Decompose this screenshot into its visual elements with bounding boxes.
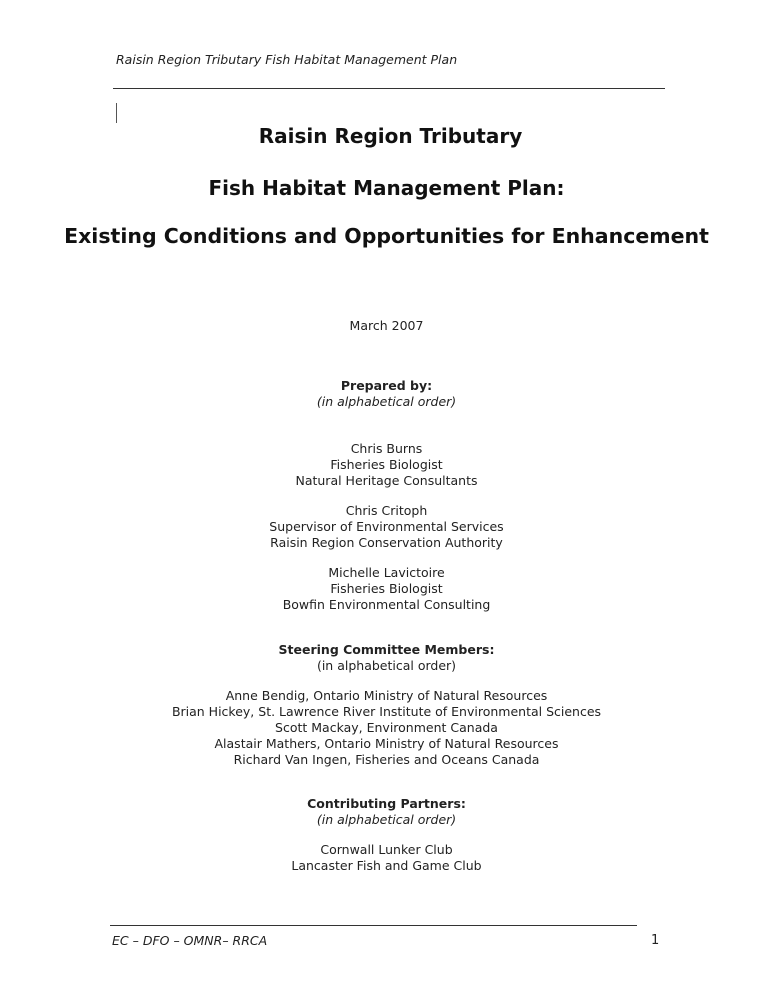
author-block <box>0 503 773 551</box>
margin-mark <box>116 103 117 123</box>
steering-members-list <box>0 688 773 768</box>
title-line-3: Existing Conditions and Opportunities for Enhancement <box>64 224 709 248</box>
list-item: Alastair Mathers, Ontario Ministry of Natural Resources <box>214 736 559 751</box>
author-name: Chris Critoph <box>345 503 428 518</box>
prepared-by-note: (in alphabetical order) <box>316 394 457 409</box>
author-block <box>0 565 773 613</box>
prepared-by-section <box>0 378 773 410</box>
footer-agencies: EC – DFO – OMNR– RRCA <box>112 933 268 948</box>
partners-section <box>0 796 773 828</box>
author-role: Fisheries Biologist <box>330 457 443 472</box>
partners-list <box>0 842 773 874</box>
list-item: Richard Van Ingen, Fisheries and Oceans Canada <box>233 752 540 767</box>
list-item: Cornwall Lunker Club <box>320 842 453 857</box>
partners-note: (in alphabetical order) <box>316 812 457 827</box>
steering-heading: Steering Committee Members: <box>278 642 495 657</box>
list-item: Anne Bendig, Ontario Ministry of Natural Resources <box>225 688 548 703</box>
author-org: Raisin Region Conservation Authority <box>270 535 503 550</box>
partners-heading: Contributing Partners: <box>307 796 466 811</box>
author-block <box>0 441 773 489</box>
prepared-by-heading: Prepared by: <box>340 378 433 393</box>
header-rule <box>113 88 665 89</box>
author-role: Fisheries Biologist <box>330 581 443 596</box>
list-item: Brian Hickey, St. Lawrence River Institute of Environmental Sciences <box>171 704 602 719</box>
author-org: Natural Heritage Consultants <box>295 473 478 488</box>
author-name: Chris Burns <box>350 441 423 456</box>
report-date: March 2007 <box>349 318 424 333</box>
title-line-1: Raisin Region Tributary <box>258 124 523 148</box>
author-org: Bowfin Environmental Consulting <box>282 597 491 612</box>
footer-rule <box>110 925 637 926</box>
list-item: Lancaster Fish and Game Club <box>291 858 482 873</box>
page-number: 1 <box>651 933 660 948</box>
steering-committee-section <box>0 642 773 674</box>
author-role: Supervisor of Environmental Services <box>269 519 504 534</box>
list-item: Scott Mackay, Environment Canada <box>275 720 498 735</box>
steering-note: (in alphabetical order) <box>316 658 457 673</box>
title-line-2: Fish Habitat Management Plan: <box>208 176 565 200</box>
running-header: Raisin Region Tributary Fish Habitat Management Plan <box>116 52 458 67</box>
author-name: Michelle Lavictoire <box>328 565 445 580</box>
